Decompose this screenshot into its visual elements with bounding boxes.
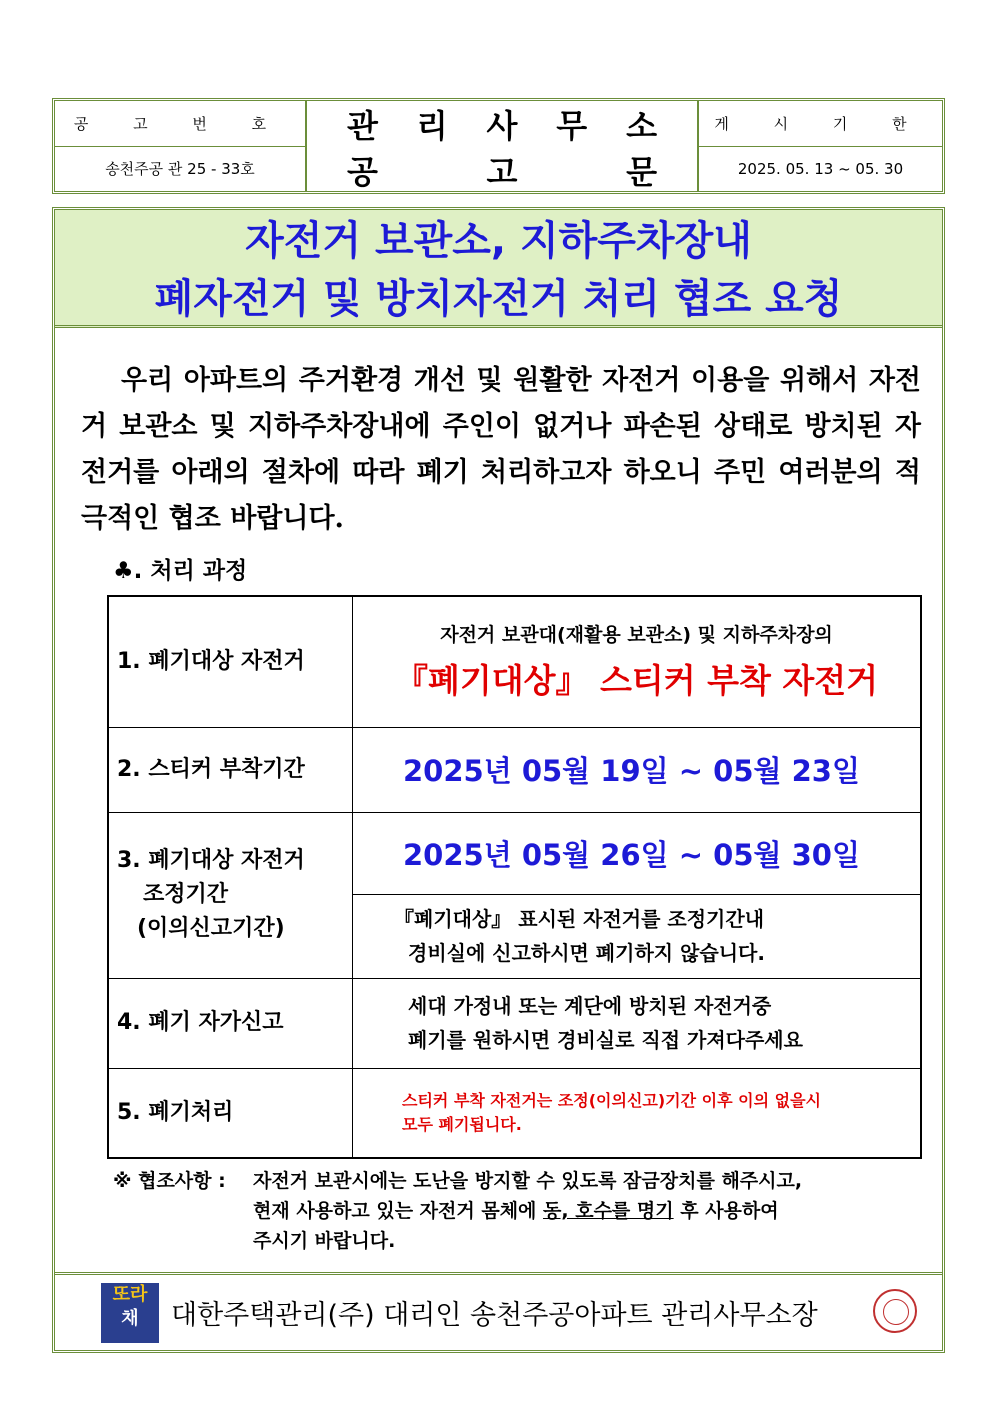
step-5-note-line: 스티커 부착 자전거는 조정(이의신고)기간 이후 이의 없을시: [402, 1090, 821, 1110]
notice-header-table: [52, 98, 945, 194]
coop-line-2-a: 현재 사용하고 있는 자전거 몸체에: [253, 1200, 544, 1222]
step-3-label-line: 3. 폐기대상 자전거: [117, 848, 305, 873]
notice-char: 공: [347, 153, 378, 191]
cooperation-note: [113, 1166, 802, 1256]
step-4-note-line: 세대 가정내 또는 계단에 방치된 자전거중: [408, 994, 772, 1018]
coop-row: [113, 1196, 802, 1226]
intro-paragraph: 우리 아파트의 주거환경 개선 및 원활한 자전거 이용을 위해서 자전거 보관소 및 지하주차장내에 주인이 없거나 파손된 상태로 방치된 자전거를 아래의 절차에 따라 폐기 처리하고자 하오니 주민 여러분의 적극적인 협조 바랍니다.: [81, 365, 921, 534]
step-3-note-line: 『폐기대상』 표시된 자전거를 조정기간내: [394, 907, 765, 931]
table-row: [108, 812, 921, 894]
official-seal-icon: [873, 1289, 917, 1333]
notice-number: 송천주공 관 25 - 33호: [105, 160, 255, 179]
notice-char: 문: [626, 153, 657, 191]
step-5-label: 5. 폐기처리: [108, 1068, 353, 1158]
logo-text-bottom: 채: [121, 1308, 139, 1329]
notice-body: [52, 207, 945, 1353]
coop-line-3: 주시기 바랍니다.: [253, 1230, 396, 1252]
coop-indent: [113, 1226, 253, 1256]
step-3-value: 2025년 05월 26일 ~ 05월 30일: [353, 812, 922, 894]
posting-period-column: [699, 101, 942, 191]
notice-char: 고: [486, 153, 518, 191]
step-3-label-line: 조정기간: [143, 882, 229, 907]
title-line-1: 자전거 보관소, 지하주차장내: [245, 218, 752, 264]
office-char: 무: [556, 107, 588, 145]
posting-period-label: 게 시 기 한: [699, 101, 942, 147]
coop-indent: [113, 1196, 253, 1226]
step-3-note-line: 경비실에 신고하시면 폐기하지 않습니다.: [408, 941, 765, 965]
step-1-label: 1. 폐기대상 자전거: [108, 596, 353, 727]
coop-line-2-c: 후 사용하여: [673, 1200, 779, 1222]
step-3-label-line: (이의신고기간): [137, 916, 285, 941]
footer: [55, 1272, 942, 1350]
process-table: [107, 595, 922, 1159]
title-line-2: 폐자전거 및 방치자전거 처리 협조 요청: [154, 276, 843, 322]
step-4-note: [353, 978, 922, 1068]
footer-signature: 대한주택관리(주) 대리인 송천주공아파트 관리사무소장: [171, 1300, 818, 1331]
coop-key: ※ 협조사항 :: [113, 1170, 226, 1192]
notice-number-label: 공 고 번 호: [55, 101, 305, 147]
office-char: 사: [486, 107, 518, 145]
coop-row: [113, 1166, 802, 1196]
table-row: [108, 1068, 921, 1158]
notice-title-column: [307, 101, 699, 191]
step-4-label: 4. 폐기 자가신고: [108, 978, 353, 1068]
coop-row: [113, 1226, 802, 1256]
coop-line-1: 자전거 보관시에는 도난을 방지할 수 있도록 잠금장치를 해주시고,: [253, 1170, 803, 1192]
office-char: 리: [416, 107, 448, 145]
step-1-sub: 자전거 보관대(재활용 보관소) 및 지하주차장의: [440, 623, 833, 646]
step-1-main: 『폐기대상』 스티커 부착 자전거: [394, 660, 878, 700]
notice-title-box: [55, 210, 942, 328]
table-row: [108, 978, 921, 1068]
step-3-label: [108, 812, 353, 978]
logo-text-top: 또라: [112, 1284, 148, 1305]
section-title: ♣. 처리 과정: [113, 558, 248, 584]
step-3-note: [353, 894, 922, 978]
step-2-value: 2025년 05월 19일 ~ 05월 23일: [353, 727, 922, 812]
step-1-content: [353, 596, 922, 727]
office-char: 소: [626, 107, 657, 145]
step-2-label: 2. 스티커 부착기간: [108, 727, 353, 812]
coop-line-2: [253, 1196, 779, 1226]
step-5-note-line: 모두 폐기됩니다.: [402, 1114, 522, 1134]
table-row: [108, 727, 921, 812]
notice-number-column: [55, 101, 307, 191]
table-row: [108, 596, 921, 727]
coop-line-2-emphasis: 동, 호수를 명기: [543, 1200, 674, 1222]
notice-heading: [307, 147, 697, 193]
posting-period: 2025. 05. 13 ~ 05. 30: [737, 159, 904, 178]
office-heading: [307, 101, 697, 147]
step-4-note-line: 폐기를 원하시면 경비실로 직접 가져다주세요: [408, 1028, 803, 1052]
office-char: 관: [347, 107, 378, 145]
company-logo: [101, 1283, 159, 1343]
step-5-note: [353, 1068, 922, 1158]
